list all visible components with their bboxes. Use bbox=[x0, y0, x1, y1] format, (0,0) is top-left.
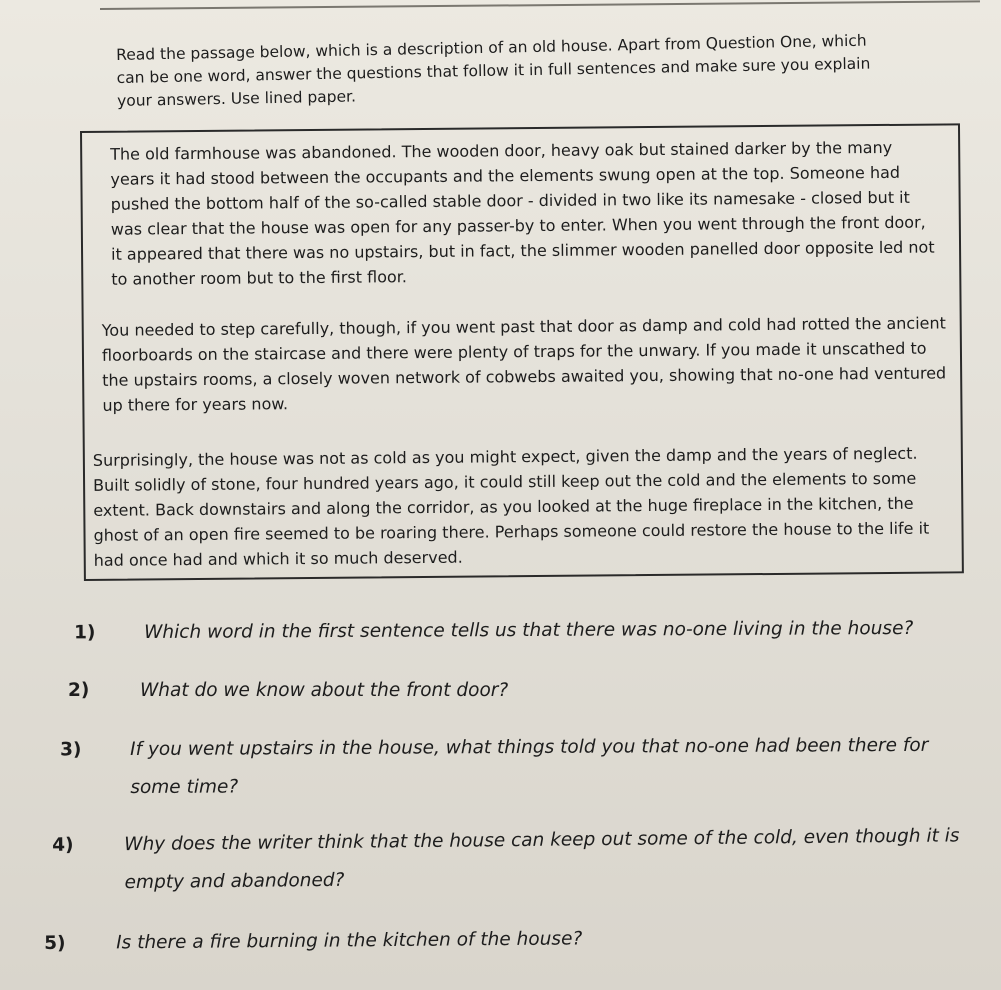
passage-paragraph-1: The old farmhouse was abandoned. The wooden door, heavy oak but stained darker by the many years it had stood between the occupants and the elements swung open at the top. Someone had pushed the bottom half of the so-called stable door - divided in two like its namesake - closed but it was clear that the house was open for any passer-by to enter. When you went through the front door, it appeared that there was no upstairs, but in fact, the slimmer wooden panelled door opposite led not to another room but to the first floor. bbox=[110, 137, 935, 289]
instructions-text: Read the passage below, which is a description of an old house. Apart from Question One, which can be one word, answer the questions that follow it in full sentences and make sure you explain your answers. Use lined paper. bbox=[116, 31, 871, 110]
question-number: 5) bbox=[44, 932, 66, 955]
question-number: 3) bbox=[60, 739, 82, 761]
question-1 bbox=[74, 610, 974, 644]
question-text: Why does the writer think that the house can keep out some of the cold, even though it is empty and abandoned? bbox=[124, 825, 960, 894]
question-number: 4) bbox=[52, 834, 74, 856]
question-text: What do we know about the front door? bbox=[140, 680, 509, 701]
passage-box bbox=[80, 123, 964, 581]
passage-paragraph-2: You needed to step carefully, though, if you went past that door as damp and cold had rotted the ancient floorboards on the staircase and there were plenty of traps for the unwary. If you made it unscathed to the upstairs rooms, a closely woven network of cobwebs awaited you, showing that no-one had ventured up there for years now. bbox=[101, 313, 947, 415]
question-number: 1) bbox=[74, 622, 96, 644]
question-5 bbox=[44, 917, 974, 955]
question-text: Is there a fire burning in the kitchen of the house? bbox=[116, 928, 583, 954]
question-number: 2) bbox=[68, 680, 90, 701]
question-3 bbox=[60, 727, 980, 799]
question-4 bbox=[52, 817, 982, 894]
top-divider-line bbox=[100, 0, 980, 10]
passage-paragraph-3: Surprisingly, the house was not as cold as you might expect, given the damp and the years of neglect. Built solidly of stone, four hundred years ago, it could still keep out the cold and the elements to some extent. Back downstairs and along the corridor, as you looked at the huge fireplace in the kitchen, the ghost of an open fire seemed to be roaring there. Perhaps someone could restore the house to the life it had once had and which it so much deserved. bbox=[92, 443, 930, 570]
question-text: Which word in the first sentence tells us that there was no-one living in the house? bbox=[144, 617, 914, 643]
question-text: If you went upstairs in the house, what things told you that no-one had been there for some time? bbox=[130, 734, 929, 799]
